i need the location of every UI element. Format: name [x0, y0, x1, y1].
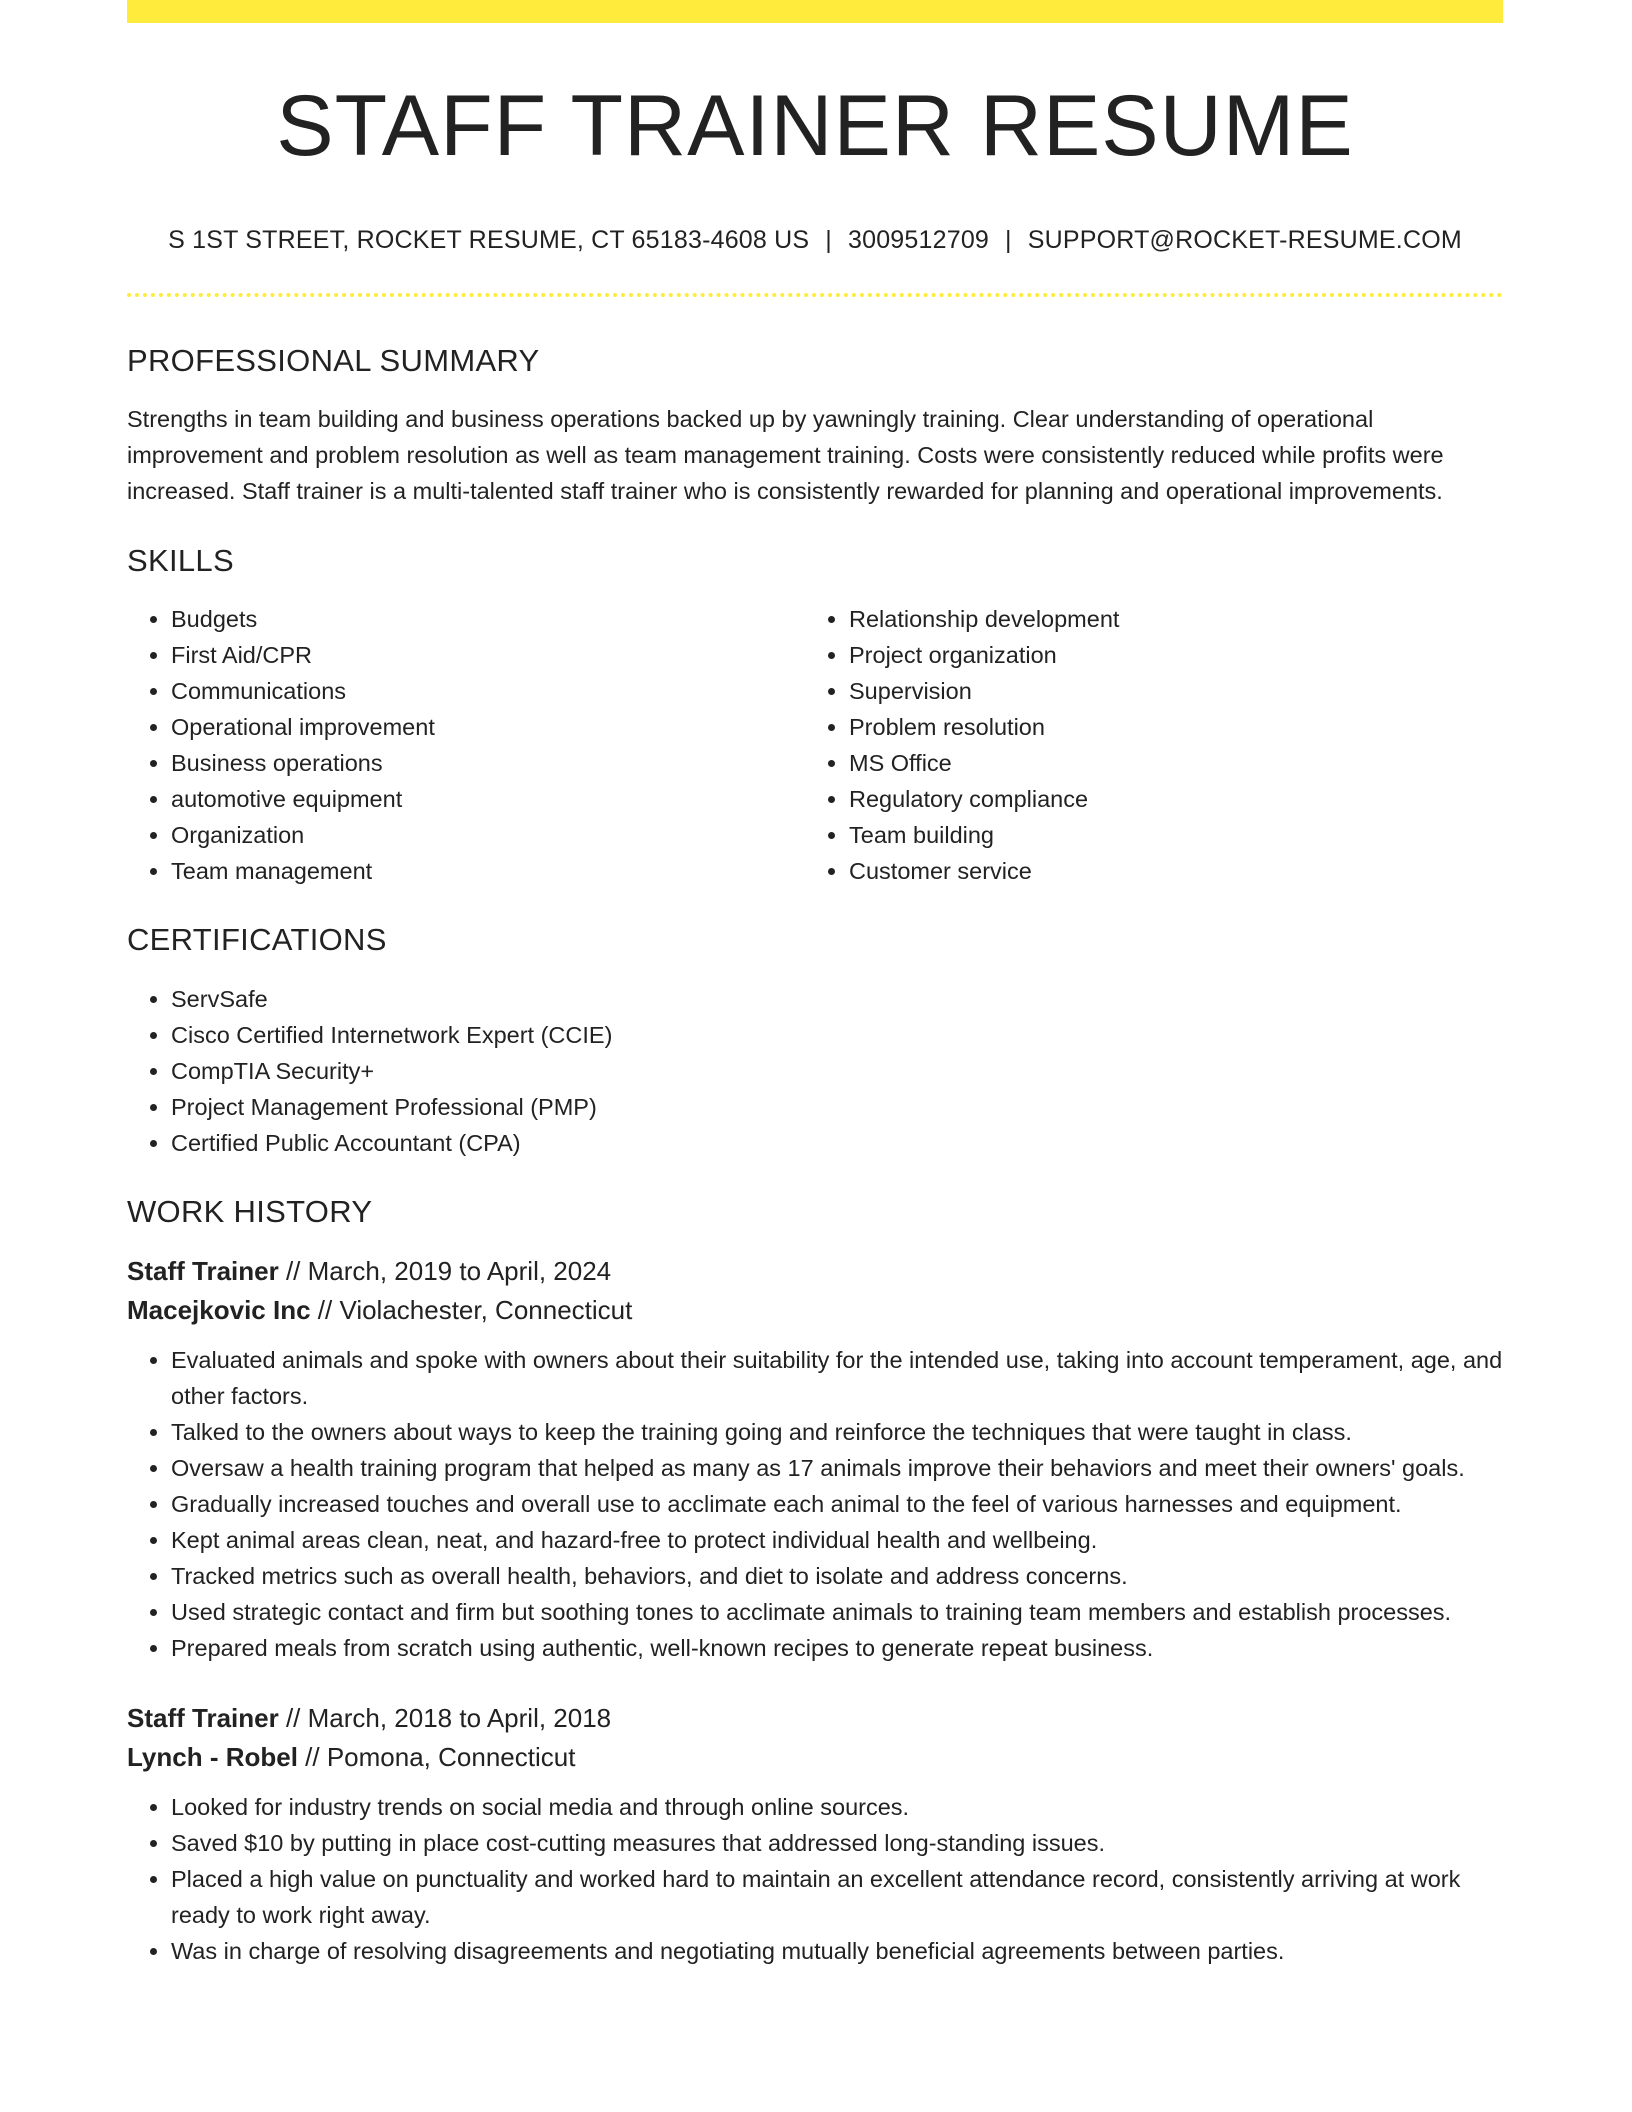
job-role: Staff Trainer	[127, 1702, 279, 1733]
contact-line	[127, 225, 1503, 255]
job-duty-item: • Prepared meals from scratch using authentic, well-known recipes to generate repeat business.	[171, 1630, 1503, 1666]
skill-item: • Customer service	[849, 853, 1483, 889]
job-company: Macejkovic Inc	[127, 1294, 311, 1325]
job-role-line	[127, 1252, 1503, 1291]
job-dates: // March, 2018 to April, 2018	[278, 1702, 612, 1733]
skills-grid	[127, 601, 1503, 889]
job-location: // Violachester, Connecticut	[310, 1294, 633, 1325]
job-duty-item: • Placed a high value on punctuality and worked hard to maintain an excellent attendance record, consistently arriving at work ready to work right away.	[171, 1861, 1503, 1933]
skill-item: • Budgets	[171, 601, 805, 637]
summary-heading: PROFESSIONAL SUMMARY	[127, 343, 540, 378]
skill-item: • Organization	[171, 817, 805, 853]
skill-item: • Communications	[171, 673, 805, 709]
job-location: // Pomona, Connecticut	[297, 1741, 576, 1772]
job-duty-item: • Used strategic contact and firm but soothing tones to acclimate animals to training team members and establish processes.	[171, 1594, 1503, 1630]
contact-address: S 1ST STREET, ROCKET RESUME, CT 65183-4608 US	[168, 226, 810, 254]
job-duty-item: • Kept animal areas clean, neat, and hazard-free to protect individual health and wellbeing.	[171, 1522, 1503, 1558]
work-history-heading: WORK HISTORY	[127, 1193, 373, 1229]
skills-left-column	[127, 601, 805, 889]
job-duties-list	[127, 1789, 1503, 1969]
job-company-line	[127, 1291, 1503, 1330]
skills-heading: SKILLS	[127, 543, 234, 579]
summary-text: Strengths in team building and business operations backed up by yawningly training. Clear understanding of operational improvement and problem resolution as well as team management training. Costs were consistently reduced while profits were increased. Staff trainer is a multi-talented staff trainer who is consistently rewarded for planning and operational improvements.	[127, 406, 1444, 505]
skill-item: • Team management	[171, 853, 805, 889]
certification-item: • Project Management Professional (PMP)	[171, 1089, 1503, 1125]
resume-page	[127, 0, 1503, 1969]
job-company: Lynch - Robel	[127, 1741, 298, 1772]
skill-item: • automotive equipment	[171, 781, 805, 817]
skill-item: • Operational improvement	[171, 709, 805, 745]
skill-item: • Business operations	[171, 745, 805, 781]
skills-right-column	[805, 601, 1483, 889]
job-company-line	[127, 1738, 1503, 1777]
certifications-list	[127, 981, 1503, 1161]
skill-item: • Team building	[849, 817, 1483, 853]
job-entry	[127, 1252, 1503, 1666]
job-duty-item: • Evaluated animals and spoke with owners about their suitability for the intended use, taking into account temperament, age, and other factors.	[171, 1342, 1503, 1414]
skill-item: • Regulatory compliance	[849, 781, 1483, 817]
skill-item: • MS Office	[849, 745, 1483, 781]
contact-email[interactable]: SUPPORT@ROCKET-RESUME.COM	[1027, 226, 1462, 254]
certification-item: • CompTIA Security+	[171, 1053, 1503, 1089]
skill-item: • Supervision	[849, 673, 1483, 709]
certification-item: • Certified Public Accountant (CPA)	[171, 1125, 1503, 1161]
top-accent-bar	[127, 0, 1503, 23]
resume-title: STAFF TRAINER RESUME	[276, 78, 1354, 174]
job-duty-item: • Looked for industry trends on social media and through online sources.	[171, 1789, 1503, 1825]
contact-phone: 3009512709	[848, 226, 990, 254]
job-role: Staff Trainer	[127, 1255, 279, 1286]
job-dates: // March, 2019 to April, 2024	[278, 1255, 612, 1286]
skill-item: • Relationship development	[849, 601, 1483, 637]
job-duties-list	[127, 1342, 1503, 1666]
skill-item: • First Aid/CPR	[171, 637, 805, 673]
skill-item: • Project organization	[849, 637, 1483, 673]
job-duty-item: • Was in charge of resolving disagreements and negotiating mutually beneficial agreements between parties.	[171, 1933, 1503, 1969]
job-duty-item: • Oversaw a health training program that helped as many as 17 animals improve their behaviors and meet their owners' goals.	[171, 1450, 1503, 1486]
job-duty-item: • Saved $10 by putting in place cost-cutting measures that addressed long-standing issues.	[171, 1825, 1503, 1861]
certifications-heading: CERTIFICATIONS	[127, 922, 387, 958]
certification-item: • ServSafe	[171, 981, 1503, 1017]
dotted-divider	[127, 293, 1503, 297]
certification-item: • Cisco Certified Internetwork Expert (CCIE)	[171, 1017, 1503, 1053]
job-duty-item: • Gradually increased touches and overall use to acclimate each animal to the feel of various harnesses and equipment.	[171, 1486, 1503, 1522]
job-duty-item: • Talked to the owners about ways to keep the training going and reinforce the techniques that were taught in class.	[171, 1414, 1503, 1450]
skill-item: • Problem resolution	[849, 709, 1483, 745]
contact-separator: |	[825, 226, 832, 254]
job-role-line	[127, 1699, 1503, 1738]
contact-separator: |	[1005, 226, 1012, 254]
job-entry	[127, 1699, 1503, 1969]
job-duty-item: • Tracked metrics such as overall health, behaviors, and diet to isolate and address concerns.	[171, 1558, 1503, 1594]
